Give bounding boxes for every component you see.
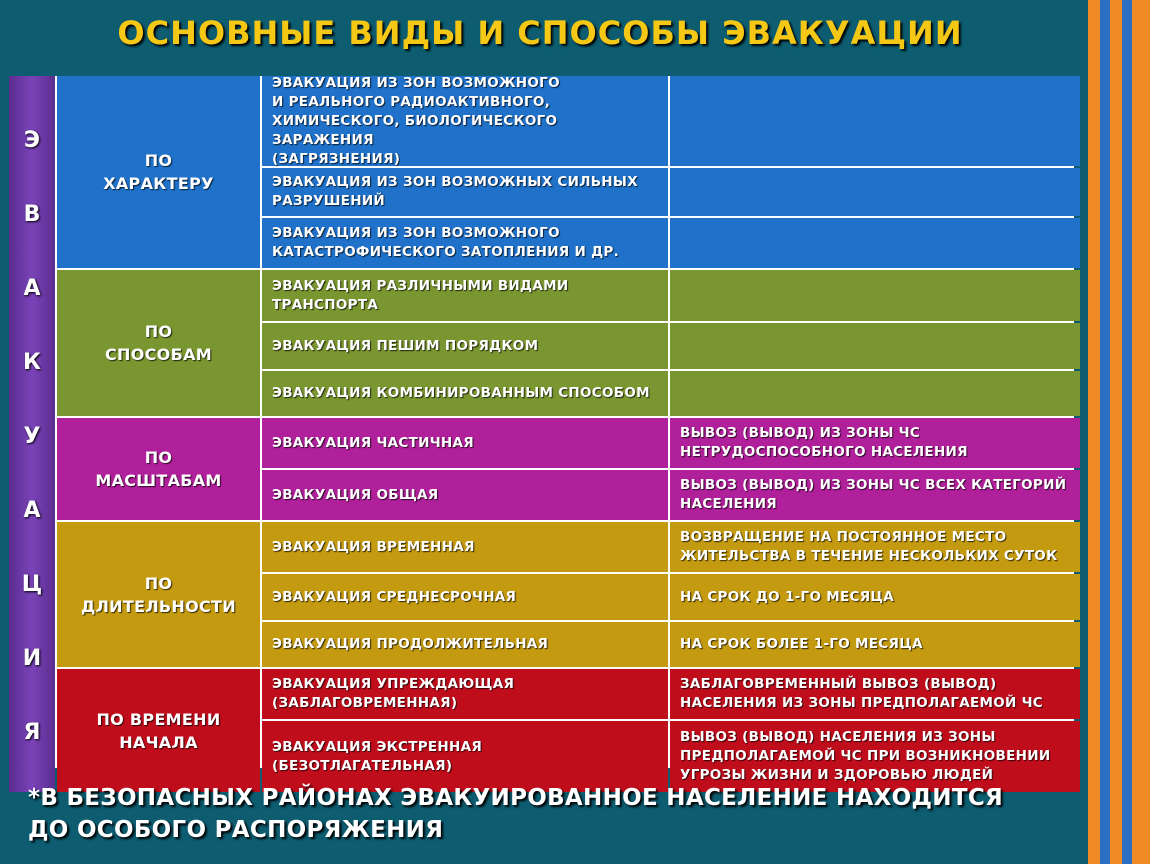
desc-cell: ВОЗВРАЩЕНИЕ НА ПОСТОЯННОЕ МЕСТО ЖИТЕЛЬСТВА В ТЕЧЕНИЕ НЕСКОЛЬКИХ СУТОК <box>670 522 1080 572</box>
type-cell: ЭВАКУАЦИЯ ПРОДОЛЖИТЕЛЬНАЯ <box>262 622 668 667</box>
evacuation-table <box>9 74 1074 783</box>
vertical-letter: У <box>23 424 41 449</box>
footnote: *В БЕЗОПАСНЫХ РАЙОНАХ ЭВАКУИРОВАННОЕ НАСЕЛЕНИЕ НАХОДИТСЯ ДО ОСОБОГО РАСПОРЯЖЕНИЯ <box>28 785 1004 843</box>
vertical-letter: Ц <box>21 572 43 597</box>
type-cell: ЭВАКУАЦИЯ ОБЩАЯ <box>262 470 668 520</box>
desc-cell <box>670 323 1080 369</box>
type-cell: ЭВАКУАЦИЯ ЧАСТИЧНАЯ <box>262 418 668 468</box>
vertical-letter: А <box>23 276 41 301</box>
type-cell: ЭВАКУАЦИЯ ИЗ ЗОН ВОЗМОЖНЫХ СИЛЬНЫХ РАЗРУШЕНИЙ <box>262 168 668 216</box>
desc-cell: НА СРОК ДО 1-ГО МЕСЯЦА <box>670 574 1080 620</box>
category-start-time: ПО ВРЕМЕНИ НАЧАЛА <box>57 669 260 792</box>
category-methods: ПО СПОСОБАМ <box>57 270 260 416</box>
category-character: ПО ХАРАКТЕРУ <box>57 76 260 268</box>
desc-cell: ВЫВОЗ (ВЫВОД) ИЗ ЗОНЫ ЧС ВСЕХ КАТЕГОРИЙ НАСЕЛЕНИЯ <box>670 470 1080 520</box>
type-cell: ЭВАКУАЦИЯ ПЕШИМ ПОРЯДКОМ <box>262 323 668 369</box>
category-scale: ПО МАСШТАБАМ <box>57 418 260 520</box>
page-title: ОСНОВНЫЕ ВИДЫ И СПОСОБЫ ЭВАКУАЦИИ <box>117 14 963 52</box>
type-cell: ЭВАКУАЦИЯ ВРЕМЕННАЯ <box>262 522 668 572</box>
desc-cell <box>670 76 1080 166</box>
category-duration: ПО ДЛИТЕЛЬНОСТИ <box>57 522 260 667</box>
vertical-letter: В <box>23 202 41 227</box>
type-cell: ЭВАКУАЦИЯ ИЗ ЗОН ВОЗМОЖНОГО КАТАСТРОФИЧЕСКОГО ЗАТОПЛЕНИЯ И ДР. <box>262 218 668 268</box>
desc-cell <box>670 270 1080 321</box>
desc-cell <box>670 371 1080 416</box>
desc-cell <box>670 218 1080 268</box>
type-cell: ЭВАКУАЦИЯ ИЗ ЗОН ВОЗМОЖНОГО И РЕАЛЬНОГО РАДИОАКТИВНОГО, ХИМИЧЕСКОГО, БИОЛОГИЧЕСКОГО ЗАРАЖЕНИЯ (ЗАГРЯЗНЕНИЯ) <box>262 76 668 166</box>
decorative-stripes <box>1088 0 1150 864</box>
desc-cell: ЗАБЛАГОВРЕМЕННЫЙ ВЫВОЗ (ВЫВОД) НАСЕЛЕНИЯ ИЗ ЗОНЫ ПРЕДПОЛАГАЕМОЙ ЧС <box>670 669 1080 719</box>
type-cell: ЭВАКУАЦИЯ КОМБИНИРОВАННЫМ СПОСОБОМ <box>262 371 668 416</box>
vertical-letter: Я <box>23 720 41 745</box>
desc-cell: ВЫВОЗ (ВЫВОД) ИЗ ЗОНЫ ЧС НЕТРУДОСПОСОБНОГО НАСЕЛЕНИЯ <box>670 418 1080 468</box>
desc-cell: ВЫВОЗ (ВЫВОД) НАСЕЛЕНИЯ ИЗ ЗОНЫ ПРЕДПОЛАГАЕМОЙ ЧС ПРИ ВОЗНИКНОВЕНИИ УГРОЗЫ ЖИЗНИ И ЗДОРОВЬЮ ЛЮДЕЙ <box>670 721 1080 792</box>
desc-cell: НА СРОК БОЛЕЕ 1-ГО МЕСЯЦА <box>670 622 1080 667</box>
vertical-letter: К <box>23 350 41 375</box>
vertical-word <box>9 76 55 792</box>
type-cell: ЭВАКУАЦИЯ ЭКСТРЕННАЯ (БЕЗОТЛАГАТЕЛЬНАЯ) <box>262 721 668 792</box>
desc-cell <box>670 168 1080 216</box>
vertical-letter: Э <box>23 128 41 153</box>
type-cell: ЭВАКУАЦИЯ УПРЕЖДАЮЩАЯ (ЗАБЛАГОВРЕМЕННАЯ) <box>262 669 668 719</box>
type-cell: ЭВАКУАЦИЯ СРЕДНЕСРОЧНАЯ <box>262 574 668 620</box>
vertical-letter: А <box>23 498 41 523</box>
type-cell: ЭВАКУАЦИЯ РАЗЛИЧНЫМИ ВИДАМИ ТРАНСПОРТА <box>262 270 668 321</box>
vertical-letter: И <box>22 646 42 671</box>
